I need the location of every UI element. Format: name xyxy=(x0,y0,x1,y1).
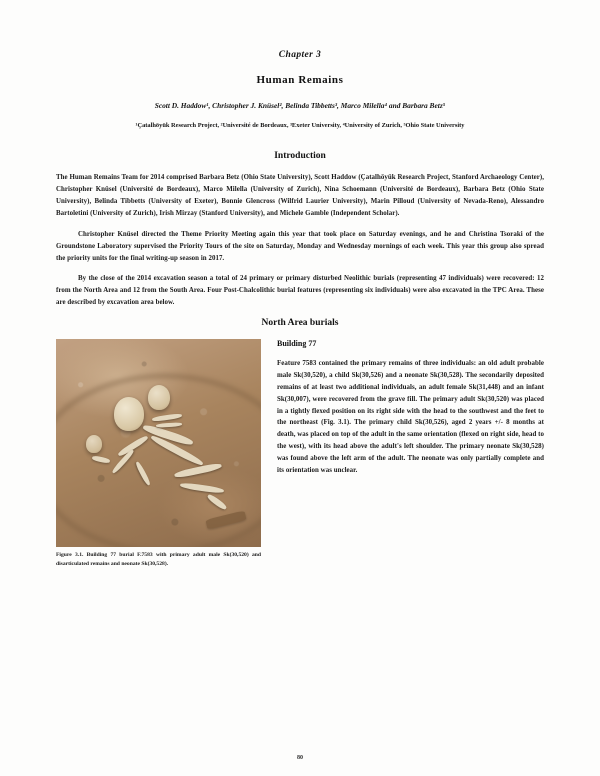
burial-excavation-photo xyxy=(56,339,261,547)
section-heading-north-area: North Area burials xyxy=(261,318,339,329)
chapter-label: Chapter 3 xyxy=(278,50,322,60)
text-column xyxy=(277,339,544,568)
intro-paragraph-1: The Human Remains Team for 2014 comprised Barbara Betz (Ohio State University), Scott Haddow (Çatalhöyük Research Project, Stanford Archaeology Center), Christopher Knüsel (Université de Bordeaux), Marco Milella (University of Zurich), Nina Schoemann (Université de Bordeaux), Barbara Betz (Ohio State University), Belinda Tibbetts (University of Exeter), Bonnie Glencross (Wilfrid Laurier University), Marin Pilloud (University of Nevada-Reno), Alessandro Bartoletini (University of Zurich), Irish Mirzay (Stanford University), and Michele Gamble (Independent Scholar). xyxy=(56,174,544,217)
figure-caption: Figure 3.1. Building 77 burial F.7583 with primary adult male Sk(30,520) and disarticulated remains and neonate Sk(30,528). xyxy=(56,552,261,567)
page-number xyxy=(0,754,600,762)
page-number-value: 80 xyxy=(297,755,303,761)
two-column-layout xyxy=(56,339,544,568)
intro-paragraph-2: Christopher Knüsel directed the Theme Priority Meeting again this year that took place on Saturday evenings, and he and Christina Tsoraki of the Groundstone Laboratory supervised the Priority Tours of the site on Saturday, Monday and Wednesday mornings of each week. This year this group also spread the priority units for the final writing-up season in 2017. xyxy=(56,230,544,262)
figure-block xyxy=(56,339,261,568)
skull-neonate xyxy=(86,435,102,453)
affiliation-list: ¹Çatalhöyük Research Project, ²Université de Bordeaux, ³Exeter University, ⁴University of Zurich, ⁵Ohio State University xyxy=(135,122,465,130)
skull-child xyxy=(148,385,170,410)
chapter-title: Human Remains xyxy=(256,74,344,86)
author-list: Scott D. Haddow¹, Christopher J. Knüsel², Belinda Tibbetts³, Marco Milella⁴ and Barbara Betz⁵ xyxy=(154,101,446,110)
figure-column xyxy=(56,339,261,568)
north-area-paragraph-1: Feature 7583 contained the primary remains of three individuals: an old adult probable male Sk(30,520), a child Sk(30,526) and a neonate Sk(30,528). The secondarily deposited remains of at least two additional individuals, an adult female Sk(31,448) and an infant Sk(30,007), were recovered from the grave fill. The primary adult Sk(30,520) was placed in a tightly flexed position on its right side with the head to the southwest and the feet to the northeast (Fig. 3.1). The primary child Sk(30,526), aged 2 years +/- 8 months at death, was placed on top of the adult in the same orientation (flexed on right side, head to the west), with its head above the adult's left shoulder. The primary neonate Sk(30,528) was found above the left arm of the adult. The neonate was only partially complete and its orientation was unclear. xyxy=(277,360,544,474)
section-heading-introduction: Introduction xyxy=(274,151,326,162)
skull-primary-adult xyxy=(114,397,144,431)
subsection-heading-building-77: Building 77 xyxy=(277,339,317,349)
intro-paragraph-3: By the close of the 2014 excavation season a total of 24 primary or primary disturbed Neolithic burials (representing 47 individuals) were recovered: 12 from the North Area and 12 from the South Area. Four Post-Chalcolithic burial features (representing six individuals) were also excavated in the TPC Area. These are described by excavation area below. xyxy=(56,275,544,307)
